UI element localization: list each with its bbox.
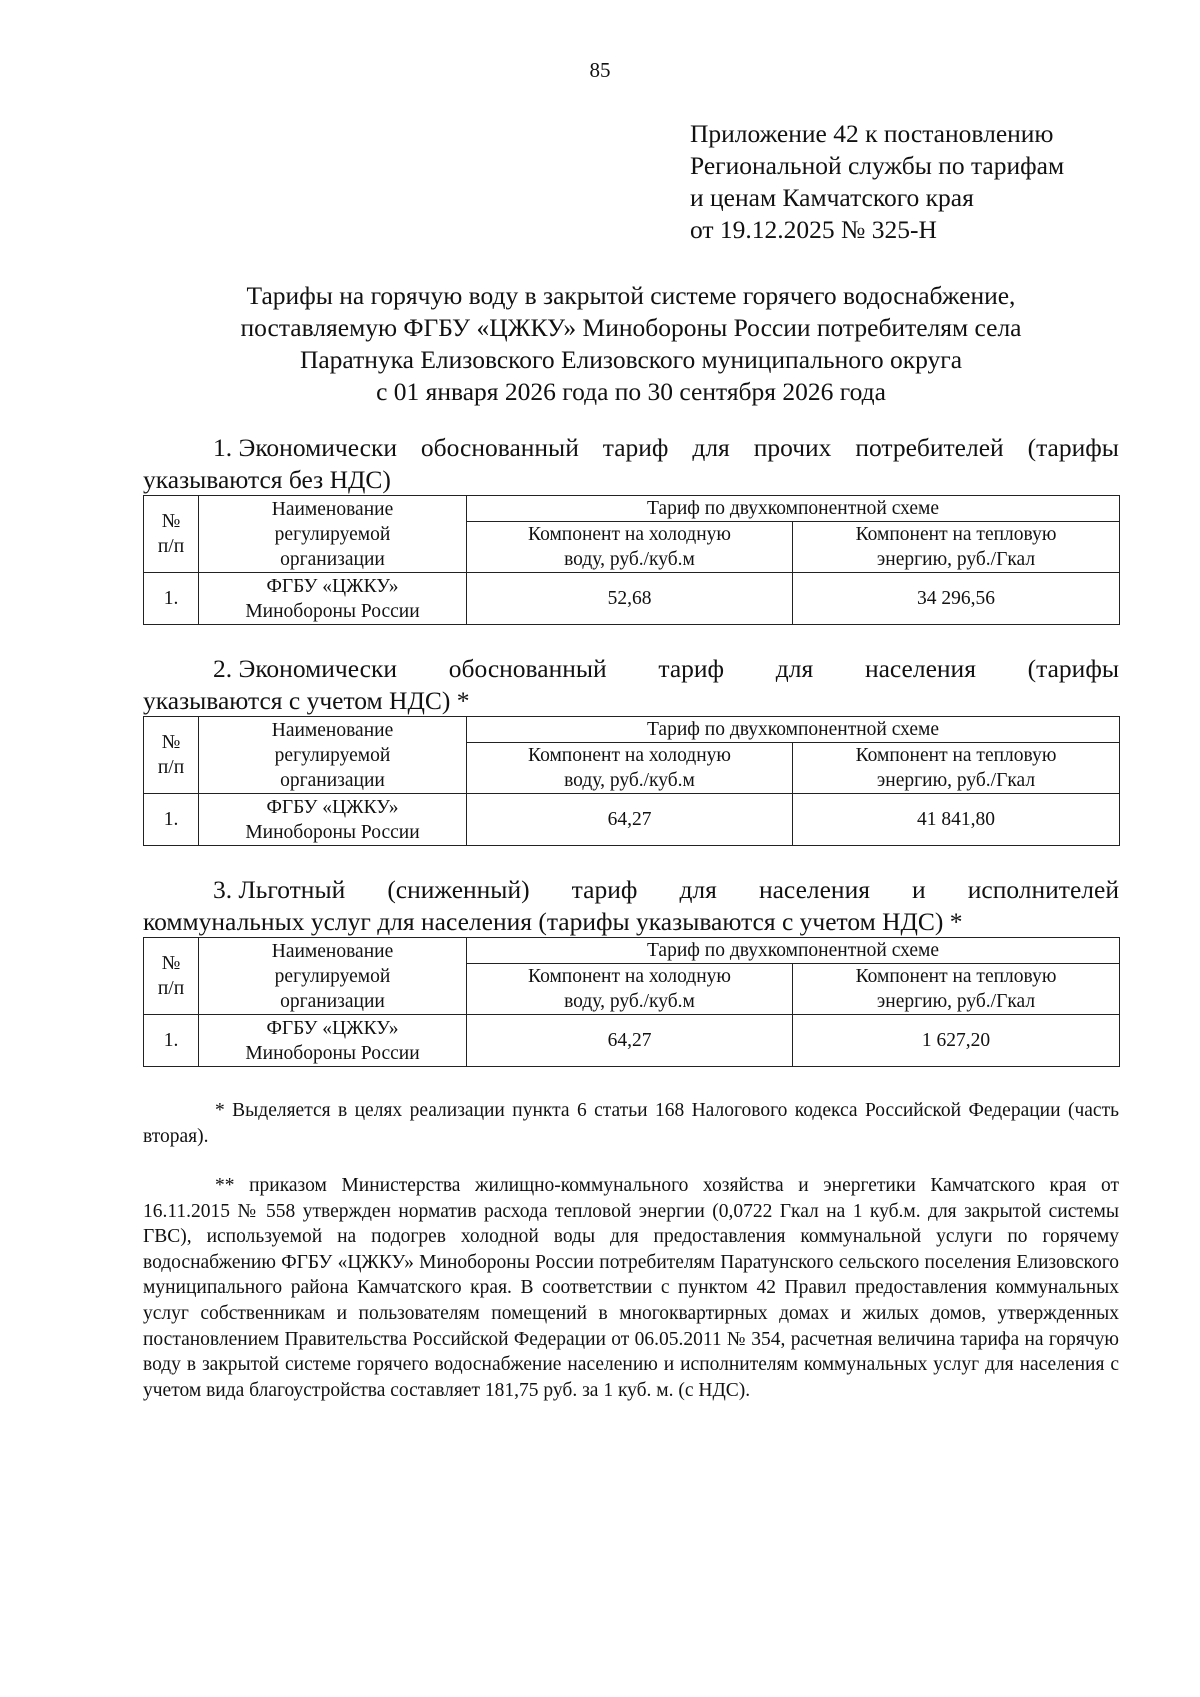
appendix-line: и ценам Камчатского края: [690, 183, 974, 212]
heading-word: тариф: [602, 433, 669, 462]
section-heading-1: [143, 432, 1119, 496]
document-title: [143, 280, 1119, 408]
appendix-line: Приложение 42 к постановлению: [690, 119, 1054, 148]
heading-word: 1. Экономически: [213, 433, 398, 462]
heading-word: обоснованный: [448, 654, 607, 683]
footnote-text: ** приказом Министерства жилищно-коммунального хозяйства и энергетики Камчатского края от 16.11.2015 № 558 утвержден норматив расхода тепловой энергии (0,0722 Гкал на 1 куб.м. для закрытой системы ГВС), используемой на подогрев холодной воды для предоставления коммунальной услуги по горячему водоснабжению ФГБУ «ЦЖКУ» Минобороны России потребителям Паратунского сельского поселения Елизовского муниципального района Камчатского края. В соответствии с пунктом 42 Правил предоставления коммунальных услуг собственникам и пользователям помещений в многоквартирных домах и жилых домов, утвержденных постановлением Правительства Российской Федерации от 06.05.2011 № 354, расчетная величина тарифа на горячую воду в закрытой системе горячего водоснабжение населению и исполнителям коммунальных услуг для населения с учетом вида благоустройства составляет 181,75 руб. за 1 куб. м. (с НДС).: [143, 1175, 1119, 1401]
heading-word: обоснованный: [420, 433, 579, 462]
header-cold-component: Компонент на холодную воду, руб./куб.м: [467, 743, 793, 794]
section-heading-line1: [143, 432, 1119, 464]
heading-word: исполнителей: [967, 875, 1119, 904]
title-line: поставляемую ФГБУ «ЦЖКУ» Минобороны России потребителям села: [240, 313, 1022, 342]
footnote-vat: [143, 1098, 1119, 1149]
footnote-text: * Выделяется в целях реализации пункта 6 статьи 168 Налогового кодекса Российской Федерации (часть вторая).: [143, 1100, 1119, 1147]
appendix-line: Региональной службы по тарифам: [690, 151, 1065, 180]
section-heading-line2: указываются с учетом НДС) *: [143, 686, 470, 715]
header-scheme: Тариф по двухкомпонентной схеме: [467, 717, 1120, 743]
header-heat-component: Компонент на тепловую энергию, руб./Гкал: [793, 522, 1120, 573]
heading-word: для: [679, 875, 717, 904]
header-organization: Наименование регулируемой организации: [199, 496, 467, 573]
cell-heat-tariff: 34 296,56: [793, 573, 1120, 625]
heading-word: населения: [758, 875, 870, 904]
header-cold-component: Компонент на холодную воду, руб./куб.м: [467, 964, 793, 1015]
heading-word: прочих: [753, 433, 832, 462]
section-heading-2: [143, 653, 1119, 717]
header-scheme: Тариф по двухкомпонентной схеме: [467, 496, 1120, 522]
heading-word: и: [912, 875, 926, 904]
section-heading-line1: [143, 653, 1119, 685]
heading-word: для: [692, 433, 730, 462]
table-row: [144, 794, 1120, 846]
header-heat-component: Компонент на тепловую энергию, руб./Гкал: [793, 964, 1120, 1015]
heading-word: (тарифы: [1027, 433, 1119, 462]
cell-number: 1.: [144, 1015, 199, 1067]
page-number: 85: [589, 58, 611, 82]
header-scheme: Тариф по двухкомпонентной схеме: [467, 938, 1120, 964]
section-heading-3: [143, 874, 1119, 938]
cell-heat-tariff: 41 841,80: [793, 794, 1120, 846]
cell-number: 1.: [144, 794, 199, 846]
tariff-table-1: [143, 495, 1120, 625]
title-line: с 01 января 2026 года по 30 сентября 2026 года: [376, 377, 886, 406]
appendix-reference: [690, 118, 1064, 246]
section-heading-line2: коммунальных услуг для населения (тарифы указываются с учетом НДС) *: [143, 907, 963, 936]
cell-number: 1.: [144, 573, 199, 625]
heading-word: 3. Льготный: [213, 875, 346, 904]
heading-word: (тарифы: [1027, 654, 1119, 683]
tariff-table-2: [143, 716, 1120, 846]
footnote-norm: [143, 1173, 1119, 1403]
table-row: [144, 573, 1120, 625]
header-heat-component: Компонент на тепловую энергию, руб./Гкал: [793, 743, 1120, 794]
cell-heat-tariff: 1 627,20: [793, 1015, 1120, 1067]
title-line: Тарифы на горячую воду в закрытой системе горячего водоснабжение,: [246, 281, 1016, 310]
table-row: [144, 1015, 1120, 1067]
heading-word: 2. Экономически: [213, 654, 398, 683]
section-heading-line1: [143, 874, 1119, 906]
header-number: № п/п: [144, 938, 199, 1015]
cell-organization: ФГБУ «ЦЖКУ» Минобороны России: [199, 573, 467, 625]
heading-word: тариф: [571, 875, 638, 904]
header-organization: Наименование регулируемой организации: [199, 938, 467, 1015]
cell-cold-tariff: 64,27: [467, 1015, 793, 1067]
header-organization: Наименование регулируемой организации: [199, 717, 467, 794]
cell-organization: ФГБУ «ЦЖКУ» Минобороны России: [199, 1015, 467, 1067]
tariff-table-3: [143, 937, 1120, 1067]
heading-word: населения: [864, 654, 976, 683]
cell-cold-tariff: 64,27: [467, 794, 793, 846]
title-line: Паратнука Елизовского Елизовского муниципального округа: [299, 345, 963, 374]
heading-word: (сниженный): [387, 875, 530, 904]
heading-word: потребителей: [855, 433, 1004, 462]
heading-word: для: [775, 654, 814, 683]
header-cold-component: Компонент на холодную воду, руб./куб.м: [467, 522, 793, 573]
cell-organization: ФГБУ «ЦЖКУ» Минобороны России: [199, 794, 467, 846]
appendix-line: от 19.12.2025 № 325-Н: [690, 215, 937, 244]
header-number: № п/п: [144, 717, 199, 794]
header-number: № п/п: [144, 496, 199, 573]
cell-cold-tariff: 52,68: [467, 573, 793, 625]
section-heading-line2: указываются без НДС): [143, 465, 391, 494]
heading-word: тариф: [658, 654, 725, 683]
